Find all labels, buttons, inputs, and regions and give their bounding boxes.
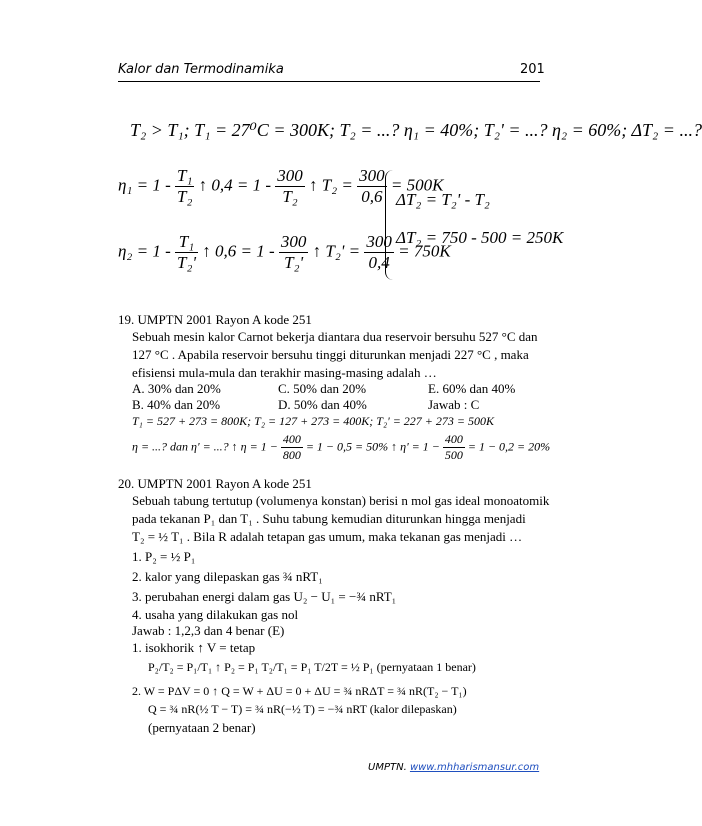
q20-item-1: 1. P₂ = ½ P₁ [132,549,196,564]
eta1-equation [118,166,443,207]
eta2-mid: ↑ 0,6 = 1 - [202,241,279,261]
eta1-fraction-3 [357,166,387,207]
q20-item-2: 2. kalor yang dilepaskan gas ¾ nRT₁ [132,569,323,584]
q19-line-1: Sebuah mesin kalor Carnot bekerja diantara dua reservoir bersuhu 527 °C dan [132,329,538,344]
q19-calc2-b: = 1 − 0,5 = 50% ↑ η' = 1 − [305,439,443,454]
eta1-mid: ↑ 0,4 = 1 - [198,175,276,195]
q20-solution-2-line-3: (pernyataan 2 benar) [148,720,256,735]
q19-calc2-f2-num: 400 [444,432,463,446]
eta1-frac-num: T₁ [176,166,193,185]
delta-t-definition: ΔT₂ = T₂' - T₂ [396,190,490,209]
eta1-result: = 500K [390,175,444,195]
q19-option-d: D. 50% dan 40% [278,397,367,412]
q19-option-b: B. 40% dan 20% [132,397,221,412]
eta2-frac3-num: 300 [366,232,392,251]
q20-line-3: T₂ = ½ T₁ . Bila R adalah tetapan gas umum, maka tekanan gas menjadi … [132,529,523,544]
eta1-fraction [175,166,194,207]
q19-calc2-a: η = ...? dan η' = ...? ↑ η = 1 − [132,439,281,454]
solution-given-line: T₂ > T₁; T₁ = 27⁰C = 300K; T₂ = ...? η₁ = 40%; T₂' = ...? η₂ = 60%; ΔT₂ = ...? [130,120,702,140]
q19-option-c: C. 50% dan 20% [278,381,367,396]
q19-answer: Jawab : C [428,397,480,412]
q20-solution-2-line-1: 2. W = PΔV = 0 ↑ Q = W + ΔU = 0 + ΔU = ¾ nRΔT = ¾ nR(T₂ − T₁) [132,684,467,698]
eta1-frac2-num: 300 [277,166,303,185]
eta2-fraction [175,232,198,273]
footer-website-link[interactable]: www.mhharismansur.com [409,762,540,773]
footer [368,762,539,773]
eta1-frac3-num: 300 [359,166,385,185]
q20-solution-2-line-2: Q = ¾ nR(½ T − T) = ¾ nR(−½ T) = −¾ nRT (kalor dilepaskan) [148,702,457,716]
delta-t-result: ΔT₂ = 750 - 500 = 250K [396,228,564,247]
eta1-lhs: η₁ = 1 - [118,175,175,195]
eta2-fraction-2 [279,232,309,273]
q19-line-3: efisiensi mula-mula dan terakhir masing-masing adalah … [132,365,437,380]
q19-calc-efficiency [132,432,550,463]
header-title: Kalor dan Termodinamika [118,62,284,77]
q20-answer: Jawab : 1,2,3 dan 4 benar (E) [132,623,285,638]
q19-calc2-f1-den: 800 [282,448,301,462]
q19-title: 19. UMPTN 2001 Rayon A kode 251 [118,312,312,327]
eta1-frac-den: T₂ [176,187,193,206]
q20-solution-1-line: P₂/T₂ = P₁/T₁ ↑ P₂ = P₁ T₂/T₁ = P₁ T/2T = ½ P₁ (pernyataan 1 benar) [148,660,476,674]
eta1-mid2: ↑ T₂ = [309,175,358,195]
q19-calc2-f1-num: 400 [282,432,301,446]
q19-calc2-fraction-2 [443,432,465,463]
q20-line-2: pada tekanan P₁ dan T₁ . Suhu tabung kemudian diturunkan hingga menjadi [132,511,526,526]
eta2-lhs: η₂ = 1 - [118,241,175,261]
q19-calc2-fraction-1 [281,432,303,463]
eta1-frac2-den: T₂ [282,187,298,206]
eta2-frac3-den: 0,4 [368,253,390,272]
q20-solution-1-head: 1. isokhorik ↑ V = tetap [132,640,256,655]
eta2-mid2: ↑ T₂' = [312,241,365,261]
page-number: 201 [520,62,545,77]
footer-prefix: UMPTN. [368,762,410,773]
eta2-frac2-den: T₂' [284,253,304,272]
q19-calc2-f2-den: 500 [444,448,463,462]
eta1-fraction-2 [275,166,305,207]
q20-line-1: Sebuah tabung tertutup (volumenya konstan) berisi n mol gas ideal monoatomik [132,493,550,508]
eta2-frac-num: T₁ [175,232,198,253]
q19-option-a: A. 30% dan 20% [132,381,221,396]
q20-item-4: 4. usaha yang dilakukan gas nol [132,607,299,622]
eta2-frac-den: T₂' [176,253,196,272]
q20-item-3: 3. perubahan energi dalam gas U₂ − U₁ = −¾ nRT₁ [132,589,397,604]
q19-line-2: 127 °C . Apabila reservoir bersuhu tinggi diturunkan menjadi 227 °C , maka [132,347,529,362]
eta2-frac2-num: 300 [280,232,307,251]
eta1-frac3-den: 0,6 [361,187,383,206]
q19-option-e: E. 60% dan 40% [428,381,516,396]
q20-title: 20. UMPTN 2001 Rayon A kode 251 [118,476,312,491]
q19-calc-temperatures: T₁ = 527 + 273 = 800K; T₂ = 127 + 273 = 400K; T₂' = 227 + 273 = 500K [132,414,494,428]
header-rule [118,81,540,82]
brace-left [385,170,394,280]
q19-calc2-c: = 1 − 0,2 = 20% [467,439,551,454]
eta2-result: = 750K [398,241,451,261]
